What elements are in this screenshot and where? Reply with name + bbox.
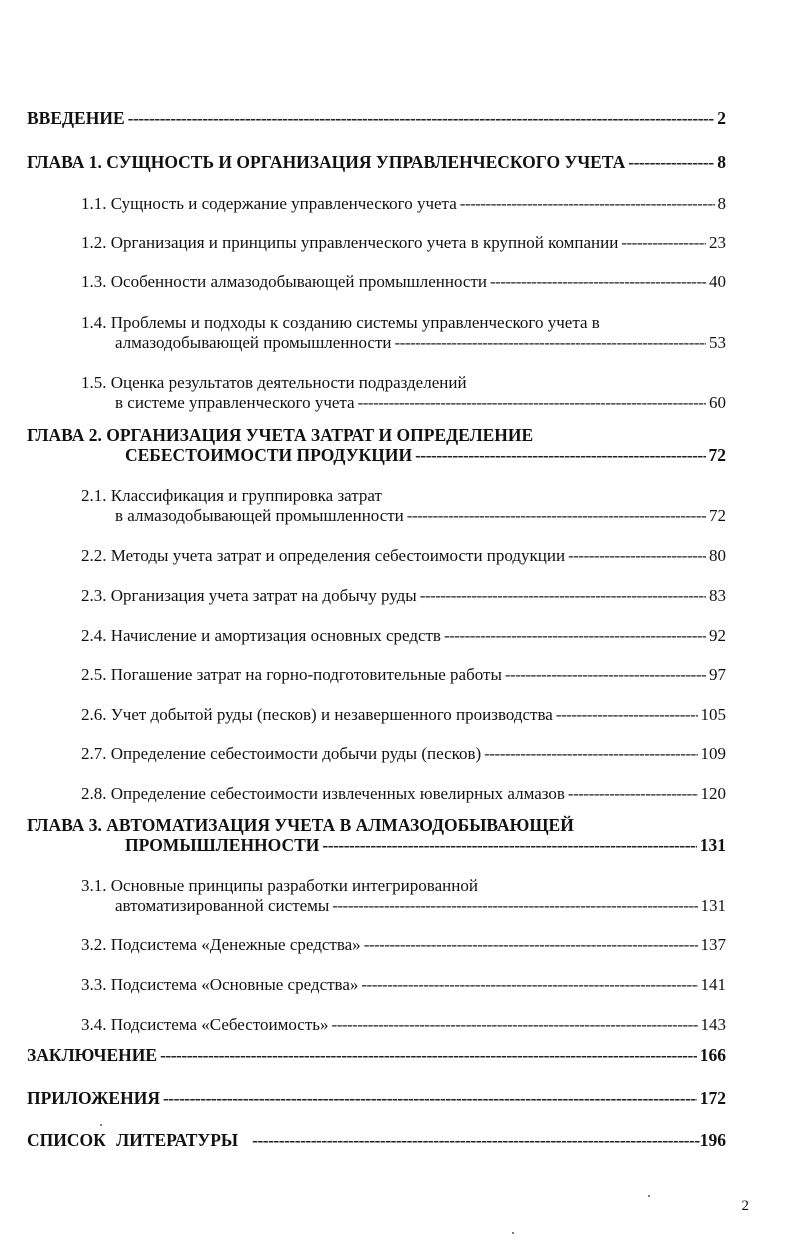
toc-entry-2-3 (81, 586, 726, 606)
leader-dots (407, 506, 706, 526)
toc-label: 2.4. Начисление и амортизация основных средств (81, 626, 441, 645)
toc-entry-1-3 (81, 272, 726, 292)
leader-dots (332, 1015, 698, 1035)
toc-entry-2-7 (81, 744, 726, 764)
toc-page: 92 (709, 626, 726, 645)
toc-page: 105 (700, 705, 726, 724)
toc-label-line-2: в алмазодобывающей промышленности (115, 506, 404, 525)
toc-page: 53 (709, 333, 726, 352)
leader-dots (444, 626, 706, 646)
toc-label: 2.2. Методы учета затрат и определения себестоимости продукции (81, 546, 566, 565)
toc-page: 131 (699, 835, 726, 855)
toc-page: 72 (709, 506, 726, 525)
toc-page: 120 (700, 784, 726, 803)
toc-page: 83 (709, 586, 726, 605)
leader-dots (160, 1045, 697, 1065)
toc-page: 141 (700, 975, 726, 994)
toc-entry-intro (27, 108, 726, 128)
toc-label-line-1: 1.5. Оценка результатов деятельности подразделений (81, 373, 467, 392)
toc-label: 1.1. Сущность и содержание управленческого учета (81, 194, 457, 213)
toc-entry-1-5 (81, 373, 726, 413)
toc-label: СПИСОК ЛИТЕРАТУРЫ (27, 1130, 239, 1150)
toc-label-line-1: ГЛАВА 3. АВТОМАТИЗАЦИЯ УЧЕТА В АЛМАЗОДОБЫВАЮЩЕЙ (27, 815, 574, 835)
toc-label: ВВЕДЕНИЕ (27, 108, 125, 128)
leader-dots (568, 546, 706, 566)
leader-dots (364, 935, 698, 955)
toc-entry-3-2 (81, 935, 726, 955)
leader-dots (621, 233, 706, 253)
toc-label: 2.3. Организация учета затрат на добычу руды (81, 586, 417, 605)
toc-label: 2.7. Определение себестоимости добычи руды (песков) (81, 744, 482, 763)
toc-label-line-2: в системе управленческого учета (115, 393, 355, 412)
leader-dots (490, 272, 706, 292)
toc-label: 1.2. Организация и принципы управленческого учета в крупной компании (81, 233, 619, 252)
toc-entry-1-4 (81, 313, 726, 353)
toc-label: 3.3. Подсистема «Основные средства» (81, 975, 359, 994)
toc-entry-1-1 (81, 194, 726, 214)
scan-speck (100, 1124, 102, 1126)
toc-entry-chapter-1 (27, 152, 726, 172)
toc-page: 2 (717, 108, 726, 128)
toc-page: 109 (700, 744, 726, 763)
toc-label-line-2: СЕБЕСТОИМОСТИ ПРОДУКЦИИ (125, 445, 413, 465)
toc-page: 23 (709, 233, 726, 252)
toc-entry-chapter-2 (27, 425, 726, 465)
toc-page: 97 (709, 665, 726, 684)
toc-page: 196 (699, 1130, 726, 1150)
toc-page: 166 (699, 1045, 726, 1065)
toc-page: 40 (709, 272, 726, 291)
toc-label: 2.8. Определение себестоимости извлеченных ювелирных алмазов (81, 784, 565, 803)
toc-page: 137 (700, 935, 726, 954)
toc-label: ПРИЛОЖЕНИЯ (27, 1088, 160, 1108)
toc-label: 3.4. Подсистема «Себестоимость» (81, 1015, 329, 1034)
toc-entry-appendices (27, 1088, 726, 1108)
leader-dots (420, 586, 706, 606)
toc-entry-2-8 (81, 784, 726, 804)
toc-label-line-2: алмазодобывающей промышленности (115, 333, 392, 352)
toc-entry-2-1 (81, 486, 726, 526)
leader-dots (395, 333, 706, 353)
toc-page: 60 (709, 393, 726, 412)
toc-label-line-2: ПРОМЫШЛЕННОСТИ (125, 835, 320, 855)
toc-page: 131 (700, 896, 726, 915)
leader-dots (556, 705, 698, 725)
leader-dots (358, 393, 706, 413)
toc-page: 172 (699, 1088, 726, 1108)
toc-page: 8 (717, 194, 726, 213)
toc-page: 72 (708, 445, 726, 465)
toc-entry-2-5 (81, 665, 726, 685)
toc-label-line-1: 2.1. Классификация и группировка затрат (81, 486, 382, 505)
toc-entry-3-1 (81, 876, 726, 916)
toc-label-line-2: автоматизированной системы (115, 896, 330, 915)
leader-dots (361, 975, 697, 995)
leader-dots (415, 445, 705, 465)
leader-dots (252, 1130, 700, 1150)
toc-page: 143 (700, 1015, 726, 1034)
toc-label-line-1: 1.4. Проблемы и подходы к созданию системы управленческого учета в (81, 313, 600, 332)
toc-entry-1-2 (81, 233, 726, 253)
toc-entry-3-4 (81, 1015, 726, 1035)
toc-label: 2.6. Учет добытой руды (песков) и незавершенного производства (81, 705, 553, 724)
leader-dots (484, 744, 697, 764)
page-number: 2 (741, 1198, 749, 1214)
leader-dots (332, 896, 697, 916)
leader-dots (460, 194, 715, 214)
leader-dots (322, 835, 696, 855)
toc-label: 2.5. Погашение затрат на горно-подготовительные работы (81, 665, 502, 684)
leader-dots (505, 665, 706, 685)
toc-entry-2-2 (81, 546, 726, 566)
toc-entry-references (27, 1130, 726, 1150)
toc-label: 3.2. Подсистема «Денежные средства» (81, 935, 361, 954)
leader-dots (163, 1088, 697, 1108)
toc-page: 80 (709, 546, 726, 565)
scan-speck (648, 1195, 650, 1197)
leader-dots (628, 152, 714, 172)
toc-entry-chapter-3 (27, 815, 726, 855)
toc-entry-3-3 (81, 975, 726, 995)
toc-label: ЗАКЛЮЧЕНИЕ (27, 1045, 158, 1065)
toc-entry-2-4 (81, 626, 726, 646)
leader-dots (128, 108, 715, 128)
toc-label-line-1: 3.1. Основные принципы разработки интегрированной (81, 876, 478, 895)
toc-label: ГЛАВА 1. СУЩНОСТЬ И ОРГАНИЗАЦИЯ УПРАВЛЕНЧЕСКОГО УЧЕТА (27, 152, 626, 172)
toc-label: 1.3. Особенности алмазодобывающей промышленности (81, 272, 487, 291)
scan-speck (512, 1232, 514, 1234)
leader-dots (568, 784, 698, 804)
toc-entry-conclusion (27, 1045, 726, 1065)
toc-label-line-1: ГЛАВА 2. ОРГАНИЗАЦИЯ УЧЕТА ЗАТРАТ И ОПРЕДЕЛЕНИЕ (27, 425, 534, 445)
toc-page: 8 (717, 152, 726, 172)
toc-entry-2-6 (81, 705, 726, 725)
